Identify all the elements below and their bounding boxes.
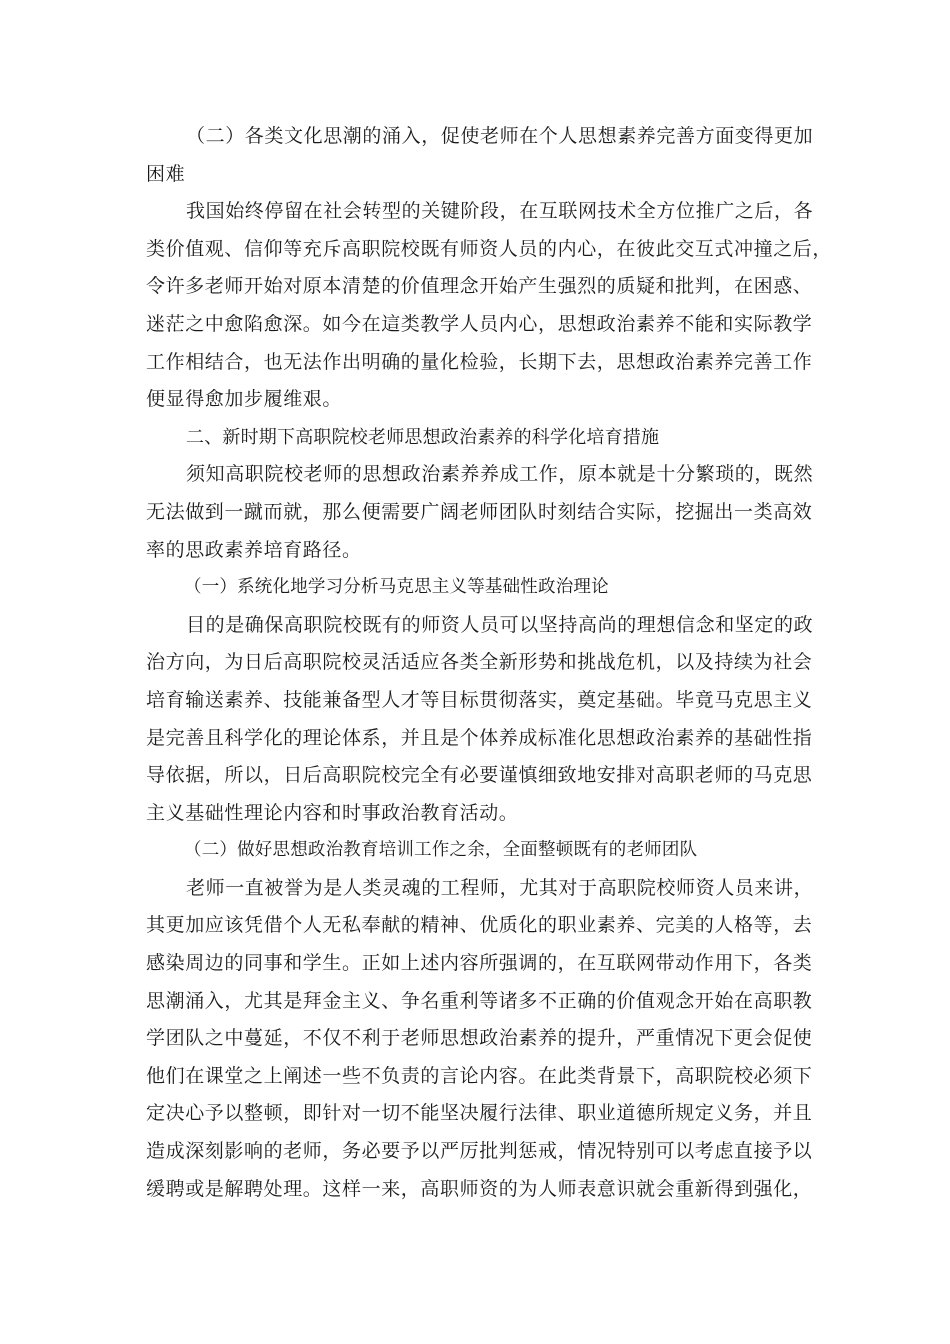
- paragraph-3-line-1: 目的是确保高职院校既有的师资人员可以坚持高尚的理想信念和坚定的政: [186, 613, 814, 636]
- paragraph-1-line-5: 工作相结合，也无法作出明确的量化检验，长期下去，思想政治素养完善工作: [146, 350, 813, 373]
- paragraph-4-line-7: 定决心予以整顿，即针对一切不能坚决履行法律、职业道德所规定义务，并且: [146, 1102, 813, 1125]
- paragraph-3-line-6: 主义基础性理论内容和时事政治教育活动。: [146, 801, 519, 824]
- subheading-2b: （二）做好思想政治教育培训工作之余，全面整顿既有的老师团队: [184, 840, 698, 861]
- paragraph-4-line-9: 缓聘或是解聘处理。这样一来，高职师资的为人师表意识就会重新得到强化，: [146, 1177, 813, 1200]
- paragraph-4-line-5: 学团队之中蔓延，不仅不利于老师思想政治素养的提升，严重情况下更会促使: [146, 1027, 813, 1050]
- paragraph-1-line-4: 迷茫之中愈陷愈深。如今在這类教学人员内心，思想政治素养不能和实际教学: [146, 312, 813, 335]
- document-page: [146, 118, 833, 1208]
- paragraph-1-line-1: 我国始终停留在社会转型的关键阶段，在互联网技术全方位推广之后，各: [186, 200, 814, 223]
- paragraph-4-line-3: 感染周边的同事和学生。正如上述内容所强调的，在互联网带动作用下，各类: [146, 952, 813, 975]
- paragraph-2-line-2: 无法做到一蹴而就，那么便需要广阔老师团队时刻结合实际，挖掘出一类高效: [146, 500, 813, 523]
- section-heading: 二、新时期下高职院校老师思想政治素养的科学化培育措施: [186, 426, 660, 448]
- paragraph-3-line-3: 培育输送素养、技能兼备型人才等目标贯彻落实，奠定基础。毕竟马克思主义: [146, 688, 813, 711]
- paragraph-4-line-2: 其更加应该凭借个人无私奉献的精神、优质化的职业素养、完美的人格等，去: [146, 914, 813, 937]
- paragraph-3-line-5: 导依据，所以，日后高职院校完全有必要谨慎细致地安排对高职老师的马克思: [146, 764, 813, 787]
- paragraph-4-line-4: 思潮涌入，尤其是拜金主义、争名重利等诸多不正确的价值观念开始在高职教: [146, 989, 813, 1012]
- paragraph-4-line-6: 他们在课堂之上阐述一些不负责的言论内容。在此类背景下，高职院校必须下: [146, 1064, 813, 1087]
- paragraph-4-line-1: 老师一直被誉为是人类灵魂的工程师，尤其对于高职院校师资人员来讲，: [186, 876, 814, 899]
- paragraph-1-line-6: 便显得愈加步履维艰。: [146, 388, 343, 411]
- paragraph-1-line-3: 令许多老师开始对原本清楚的价值理念开始产生强烈的质疑和批判，在困惑、: [146, 275, 813, 298]
- paragraph-4-line-8: 造成深刻影响的老师，务必要予以严厉批判惩戒，情况特别可以考虑直接予以: [146, 1140, 813, 1163]
- subheading-2-line-1: （二）各类文化思潮的涌入，促使老师在个人思想素养完善方面变得更加: [186, 125, 814, 147]
- paragraph-1-line-2: 类价值观、信仰等充斥高职院校既有师资人员的内心，在彼此交互式冲撞之后，: [146, 237, 833, 260]
- paragraph-3-line-2: 治方向，为日后高职院校灵活适应各类全新形势和挑战危机，以及持续为社会: [146, 651, 813, 674]
- subheading-1: （一）系统化地学习分析马克思主义等基础性政治理论: [184, 577, 609, 598]
- paragraph-3-line-4: 是完善且科学化的理论体系，并且是个体养成标准化思想政治素养的基础性指: [146, 726, 813, 749]
- paragraph-2-line-3: 率的思政素养培育路径。: [146, 538, 362, 561]
- paragraph-2-line-1: 须知高职院校老师的思想政治素养养成工作，原本就是十分繁琐的，既然: [186, 463, 814, 486]
- subheading-2-line-2: 困难: [146, 162, 186, 185]
